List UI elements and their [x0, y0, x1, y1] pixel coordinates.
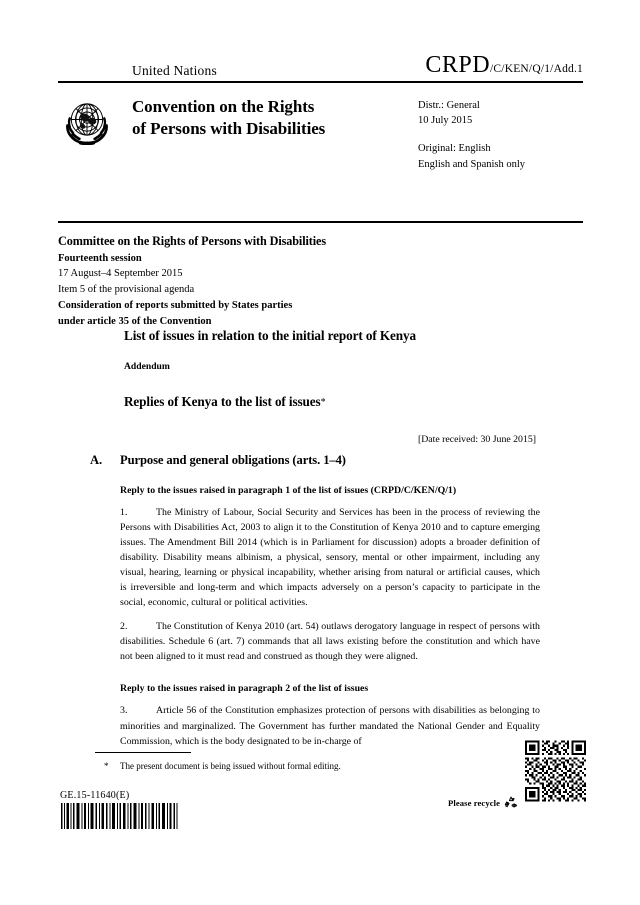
organization-name: United Nations [132, 63, 217, 78]
recycle-label: Please recycle [448, 798, 501, 808]
paragraph-2-number: 2. [120, 621, 128, 633]
paragraph-3-text: Article 56 of the Constitution emphasizes protection of persons with disabilities as belonging to minorities and marginalized. The Government has further mandated the National Gender and Equality Commission, which is the body designated to be in-charge of [120, 705, 540, 747]
section-a [90, 453, 540, 749]
addendum-label: Addendum [124, 361, 170, 372]
un-emblem-icon [58, 94, 116, 152]
qr-code [525, 740, 586, 802]
paragraph-3 [120, 703, 540, 748]
barcode [60, 803, 178, 829]
paragraph-2-text: The Constitution of Kenya 2010 (art. 54) outlaws derogatory language in respect of persons with disabilities. Schedule 6 (art. 7) commands that all laws existing before the constitution and which have not been aligned to it must read and construed as though they were aligned. [120, 621, 540, 663]
subheading-paragraph-2: Reply to the issues raised in paragraph 2 of the list of issues [120, 683, 369, 695]
list-of-issues-title: List of issues in relation to the initial report of Kenya [124, 328, 416, 343]
original-language: Original: English [418, 143, 491, 155]
paragraph-1-number: 1. [120, 507, 128, 518]
available-languages: English and Spanish only [418, 158, 526, 170]
replies-title [124, 394, 536, 410]
convention-title-line-1: Convention on the Rights [132, 97, 315, 116]
recycle-icon [503, 795, 519, 811]
footnote-marker: * [104, 761, 109, 771]
document-symbol-main: CRPD [425, 52, 491, 78]
paragraph-1-text: The Ministry of Labour, Social Security and Services has been in the process of reviewing the Persons with Disabilities Act, 2003 to align it to the Constitution of Kenya 2010 and to capture emerging issues. The Amendment Bill 2014 (which is in Parliament for discussion) adopts a broader definition of disability. Disability means albinism, a physical, sensory, mental or other impairment, including any visual, hearing, learning or physical incapability, whether arising from natural or artificial causes, which is irreversible and long-term and which impacts adversely on a person’s capacity to participate in the social, economic, cultural or political activities. [120, 507, 540, 609]
un-emblem-cell [58, 92, 132, 172]
convention-title [132, 92, 418, 172]
masthead-top-row [58, 52, 583, 81]
paragraph-3-number: 3. [120, 705, 128, 717]
committee-block [58, 233, 583, 329]
footnote [104, 760, 524, 773]
committee-session-dates: 17 August–4 September 2015 [58, 268, 183, 280]
committee-section-rule [58, 221, 583, 223]
consideration-line-1: Consideration of reports submitted by States parties [58, 299, 293, 311]
distribution-date: 10 July 2015 [418, 115, 473, 127]
consideration-line-2: under article 35 of the Convention [58, 315, 212, 327]
committee-session: Fourteenth session [58, 252, 142, 264]
masthead [58, 52, 583, 172]
section-a-heading [90, 453, 540, 468]
replies-title-text: Replies of Kenya to the list of issues [124, 394, 321, 409]
footnote-separator [95, 752, 191, 753]
distribution-info [418, 92, 583, 172]
distribution-spacer [418, 128, 583, 141]
convention-title-line-2: of Persons with Disabilities [132, 118, 326, 138]
masthead-body [58, 92, 583, 172]
date-received: [Date received: 30 June 2015] [417, 434, 536, 445]
section-a-title: Purpose and general obligations (arts. 1–4) [120, 453, 346, 467]
document-symbol [425, 52, 583, 79]
paragraph-1 [120, 505, 540, 610]
distribution-line: Distr.: General [418, 100, 480, 111]
subheading-paragraph-1: Reply to the issues raised in paragraph 1 of the list of issues (CRPD/C/KEN/Q/1) [120, 485, 457, 496]
document-titles [124, 328, 536, 445]
committee-agenda-item: Item 5 of the provisional agenda [58, 284, 195, 296]
footnote-text: The present document is being issued without formal editing. [120, 761, 341, 771]
section-a-letter: A. [90, 453, 103, 467]
paragraph-2 [120, 619, 540, 664]
document-symbol-suffix: /C/KEN/Q/1/Add.1 [490, 63, 583, 75]
masthead-rule [58, 81, 583, 83]
committee-name: Committee on the Rights of Persons with Disabilities [58, 234, 326, 248]
document-code: GE.15-11640(E) [60, 790, 130, 801]
replies-footnote-marker: * [320, 397, 326, 408]
recycle-notice [448, 795, 519, 811]
